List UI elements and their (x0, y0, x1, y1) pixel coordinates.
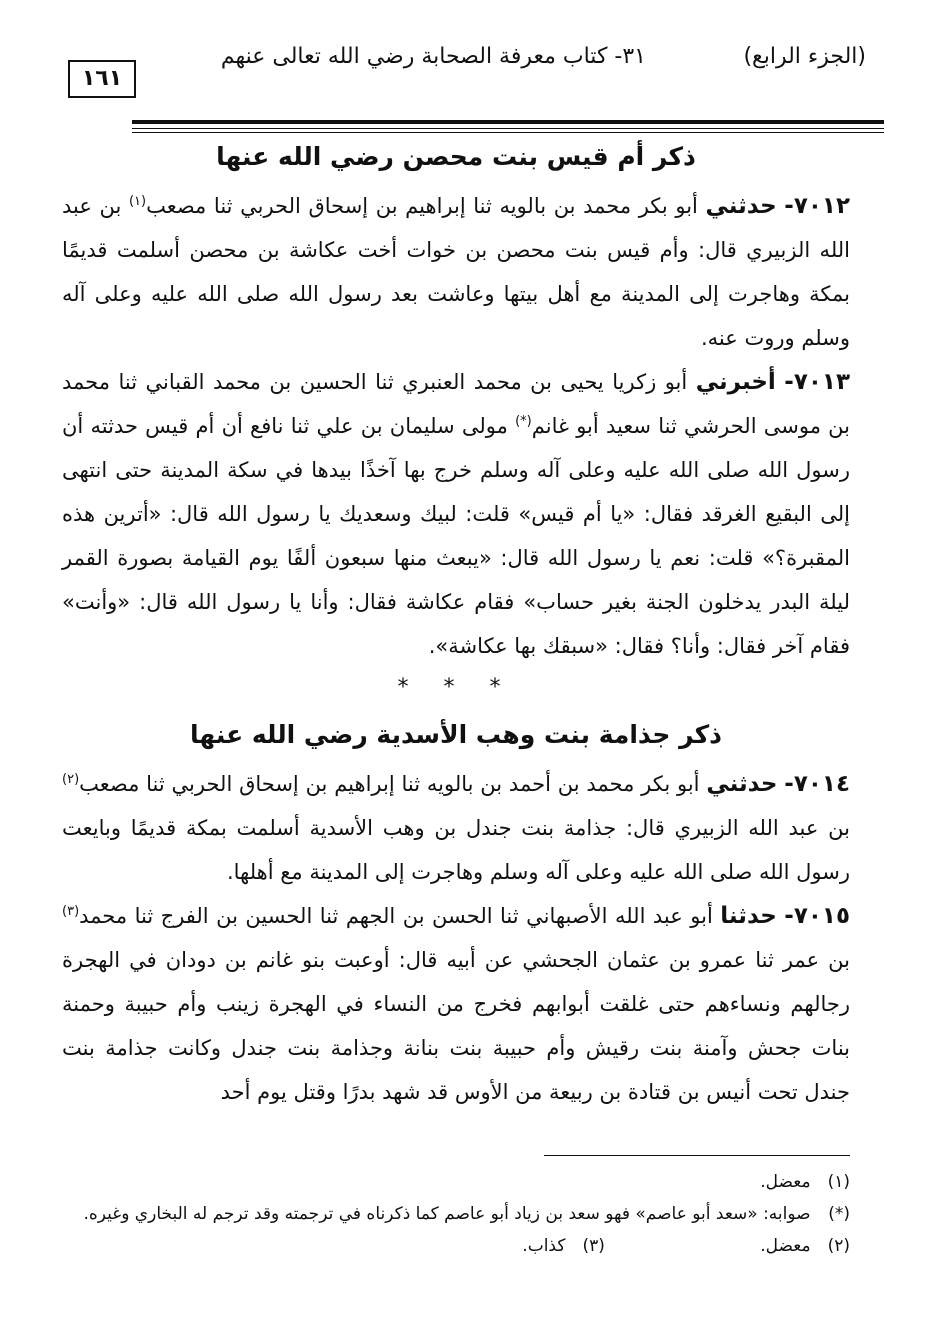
hadith-lead-word: حدثنا (720, 903, 777, 929)
page-number: ١٦١ (68, 60, 136, 98)
footnote-item-inline (522, 1230, 605, 1262)
hadith-lead-word: أخبرني (695, 369, 776, 395)
hadith-text: أبو زكريا يحيى بن محمد العنبري ثنا الحسين بن محمد القباني ثنا محمد بن موسى الحرشي ثنا سعيد أبو غانم (62, 370, 851, 438)
main-text (62, 130, 850, 1114)
footnote-ref[interactable]: (١) (128, 194, 147, 209)
footnote-ref[interactable]: (*) (515, 414, 532, 429)
footnote-marker: (١) (827, 1172, 850, 1192)
hadith-text: أبو بكر محمد بن أحمد بن بالويه ثنا إبراهيم بن إسحاق الحربي ثنا مصعب (79, 772, 707, 796)
footnotes (22, 1166, 850, 1262)
hadith-text: بن عبد الله الزبيري قال: وأم قيس بنت محصن بن خوات أخت عكاشة بن محصن أسلمت قديمًا بمكة وهاجرت إلى المدينة مع أهل بيتها وعاشت بعد رسول الله صلى الله عليه وعلى آله وسلم وروت عنه. (62, 194, 850, 350)
footnote-text: معضل. (760, 1236, 811, 1256)
page-header (60, 38, 866, 98)
hadith-text: بن عبد الله الزبيري قال: جذامة بنت جندل بن وهب الأسدية أسلمت بمكة قديمًا وبايعت رسول الله صلى الله عليه وعلى آله وسلم وهاجرت إلى المدينة مع أهلها. (62, 816, 850, 884)
hadith-paragraph (62, 894, 850, 1114)
hadith-text: أبو بكر محمد بن بالويه ثنا إبراهيم بن إسحاق الحربي ثنا مصعب (146, 194, 706, 218)
section-separator: * * * (397, 675, 515, 700)
hadith-text: أبو عبد الله الأصبهاني ثنا الحسن بن الجهم ثنا الحسين بن الفرج ثنا محمد (79, 904, 721, 928)
footnote-ref[interactable]: (٢) (62, 772, 80, 787)
footnote-item (22, 1230, 850, 1262)
footnote-divider (544, 1155, 850, 1156)
section-heading: ذكر أم قيس بنت محصن رضي الله عنها (216, 142, 696, 171)
hadith-paragraph (62, 184, 850, 360)
hadith-lead-word: حدثني (705, 193, 777, 219)
header-rule-thin (132, 128, 884, 129)
footnote-text: صوابه: «سعد أبو عاصم» فهو سعد بن زياد أبو عاصم كما ذكرناه في ترجمته وقد ترجم له البخاري وغيره. (83, 1204, 811, 1224)
footnote-item (22, 1198, 850, 1230)
footnote-marker: (٣) (582, 1236, 605, 1256)
footnote-marker: (٢) (827, 1236, 850, 1256)
hadith-text: مولى سليمان بن علي ثنا نافع أن أم قيس حدثته أن رسول الله صلى الله عليه وعلى آله وسلم خرج بها آخذًا بيدها في سكة المدينة حتى انتهى إلى البقيع الغرقد فقال: «يا أم قيس» قلت: لبيك وسعديك يا رسول الله قال: «أترين هذه المقبرة؟» قلت: نعم يا رسول الله قال: «يبعث منها سبعون ألفًا يوم القيامة بصورة القمر ليلة البدر يدخلون الجنة بغير حساب» فقام عكاشة فقال: وأنا يا رسول الله قال: «وأنت» فقام آخر فقال: وأنا؟ فقال: «سبقك بها عكاشة». (62, 414, 850, 658)
footnote-text: كذاب. (522, 1236, 566, 1256)
hadith-lead-word: حدثني (706, 771, 778, 797)
footnote-ref[interactable]: (٣) (62, 904, 80, 919)
hadith-text: بن عمر ثنا عمرو بن عثمان الجحشي عن أبيه قال: أوعبت بنو غانم بن دودان في الهجرة رجالهم ونساءهم حتى غلقت أبوابهم فخرج من النساء في الهجرة زينب وأم حبيبة وحمنة بنات جحش وآمنة بنت رقيش وأم حبيبة بنت بنانة وجذامة بنت جندل وكانت جذامة بنت جندل تحت أنيس بن قتادة بن ربيعة من الأوس قد شهد بدرًا وقتل يوم أحد (62, 948, 850, 1104)
footnote-text: معضل. (760, 1172, 811, 1192)
hadith-paragraph (62, 360, 850, 668)
hadith-number: ٧٠١٣- (784, 369, 850, 395)
running-title: ٣١- كتاب معرفة الصحابة رضي الله تعالى عنهم (220, 44, 646, 69)
header-rule-thick (132, 120, 884, 124)
hadith-number: ٧٠١٢- (784, 193, 850, 219)
hadith-number: ٧٠١٥- (784, 903, 850, 929)
footnote-item (22, 1166, 850, 1198)
hadith-number: ٧٠١٤- (784, 771, 850, 797)
volume-label: (الجزء الرابع) (743, 44, 866, 69)
footnote-marker: (*) (828, 1204, 850, 1224)
hadith-paragraph (62, 762, 850, 894)
section-heading: ذكر جذامة بنت وهب الأسدية رضي الله عنها (189, 720, 722, 749)
